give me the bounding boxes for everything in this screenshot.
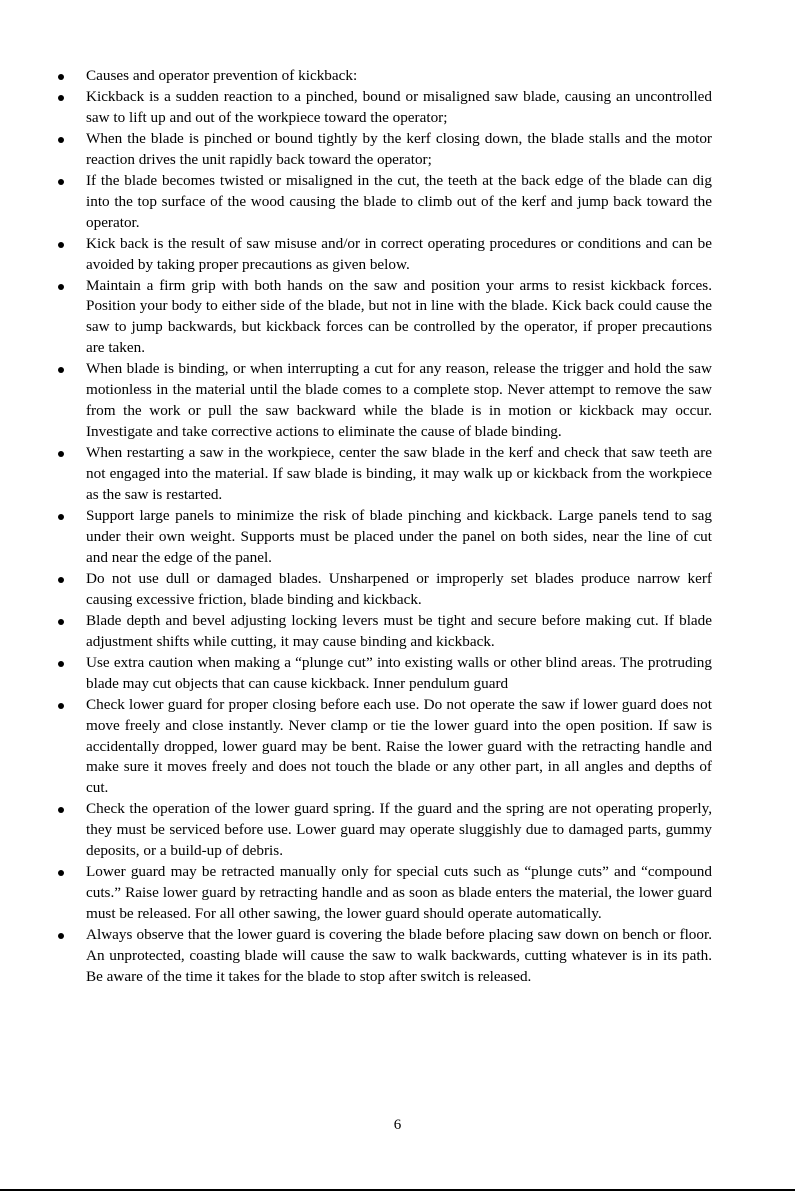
bullet-icon	[58, 870, 64, 876]
list-item-text: Check the operation of the lower guard spring. If the guard and the spring are not operating properly, they must be serviced before use. Lower guard may operate sluggishly due to damaged parts, gummy deposits, or a build-up of debris.	[86, 800, 712, 860]
bullet-icon	[58, 933, 64, 939]
list-item	[52, 506, 712, 569]
bullet-icon	[58, 95, 64, 101]
list-item	[52, 862, 712, 925]
list-item	[52, 569, 712, 611]
bullet-icon	[58, 703, 64, 709]
bottom-rule	[0, 1189, 795, 1191]
bullet-icon	[58, 577, 64, 583]
bullet-icon	[58, 74, 64, 80]
list-item	[52, 799, 712, 862]
list-item-text: Kickback is a sudden reaction to a pinched, bound or misaligned saw blade, causing an uncontrolled saw to lift up and out of the workpiece toward the operator;	[86, 87, 712, 126]
list-item	[52, 653, 712, 695]
list-item-text: Always observe that the lower guard is covering the blade before placing saw down on bench or floor. An unprotected, coasting blade will cause the saw to walk backwards, cutting whatever is in its path. Be aware of the time it takes for the blade to stop after switch is released.	[86, 926, 712, 985]
list-item	[52, 443, 712, 506]
list-item-text: Kick back is the result of saw misuse and/or in correct operating procedures or conditions and can be avoided by taking proper precautions as given below.	[86, 234, 712, 273]
list-item-text: Maintain a firm grip with both hands on the saw and position your arms to resist kickback forces. Position your body to either side of the blade, but not in line with the blade. Kick back could cause the saw to jump backwards, but kickback forces can be controlled by the operator, if proper precautions are taken.	[86, 276, 712, 357]
list-item	[52, 66, 712, 87]
list-item-text: Use extra caution when making a “plunge cut” into existing walls or other blind areas. The protruding blade may cut objects that can cause kickback. Inner pendulum guard	[86, 653, 712, 692]
list-item-text: Support large panels to minimize the risk of blade pinching and kickback. Large panels tend to sag under their own weight. Supports must be placed under the panel on both sides, near the line of cut and near the edge of the panel.	[86, 507, 712, 566]
bullet-icon	[58, 661, 64, 667]
list-item	[52, 276, 712, 360]
list-item-text: When blade is binding, or when interrupting a cut for any reason, release the trigger and hold the saw motionless in the material until the blade comes to a complete stop. Never attempt to remove the saw from the work or pull the saw backward while the blade is in motion or kickback may occur. Investigate and take corrective actions to eliminate the cause of blade binding.	[86, 360, 712, 441]
list-item	[52, 234, 712, 276]
list-item	[52, 129, 712, 171]
list-item-text: Blade depth and bevel adjusting locking levers must be tight and secure before making cut. If blade adjustment shifts while cutting, it may cause binding and kickback.	[86, 611, 712, 650]
list-item	[52, 87, 712, 129]
list-item	[52, 695, 712, 800]
bullet-icon	[58, 451, 64, 457]
list-item	[52, 611, 712, 653]
list-item-text: Check lower guard for proper closing before each use. Do not operate the saw if lower guard does not move freely and close instantly. Never clamp or tie the lower guard into the open position. If saw is accidentally dropped, lower guard may be bent. Raise the lower guard with the retracting handle and make sure it moves freely and does not touch the blade or any other part, in all angles and depths of cut.	[86, 695, 712, 797]
list-item	[52, 925, 712, 988]
bullet-icon	[58, 514, 64, 520]
bullet-icon	[58, 284, 64, 290]
page-number: 6	[393, 1117, 402, 1133]
bullet-icon	[58, 619, 64, 625]
bullet-icon	[58, 807, 64, 813]
list-item-text: Lower guard may be retracted manually only for special cuts such as “plunge cuts” and “compound cuts.” Raise lower guard by retracting handle and as soon as blade enters the material, the lower guard must be released. For all other sawing, the lower guard should operate automatically.	[86, 863, 712, 923]
list-item-text: Do not use dull or damaged blades. Unsharpened or improperly set blades produce narrow kerf causing excessive friction, blade binding and kickback.	[86, 569, 712, 608]
list-item-text: If the blade becomes twisted or misaligned in the cut, the teeth at the back edge of the blade can dig into the top surface of the wood causing the blade to climb out of the kerf and jump back toward the operator.	[86, 171, 712, 231]
bullet-icon	[58, 137, 64, 143]
list-item-text: When the blade is pinched or bound tightly by the kerf closing down, the blade stalls and the motor reaction drives the unit rapidly back toward the operator;	[86, 129, 712, 168]
list-item	[52, 359, 712, 443]
bullet-icon	[58, 179, 64, 185]
bullet-icon	[58, 367, 64, 373]
list-item	[52, 171, 712, 234]
bullet-icon	[58, 242, 64, 248]
list-item-text: When restarting a saw in the workpiece, center the saw blade in the kerf and check that saw teeth are not engaged into the material. If saw blade is binding, it may walk up or kickback from the workpiece as the saw is restarted.	[86, 444, 712, 504]
kickback-safety-list	[52, 66, 712, 988]
list-item-text: Causes and operator prevention of kickback:	[86, 67, 358, 84]
